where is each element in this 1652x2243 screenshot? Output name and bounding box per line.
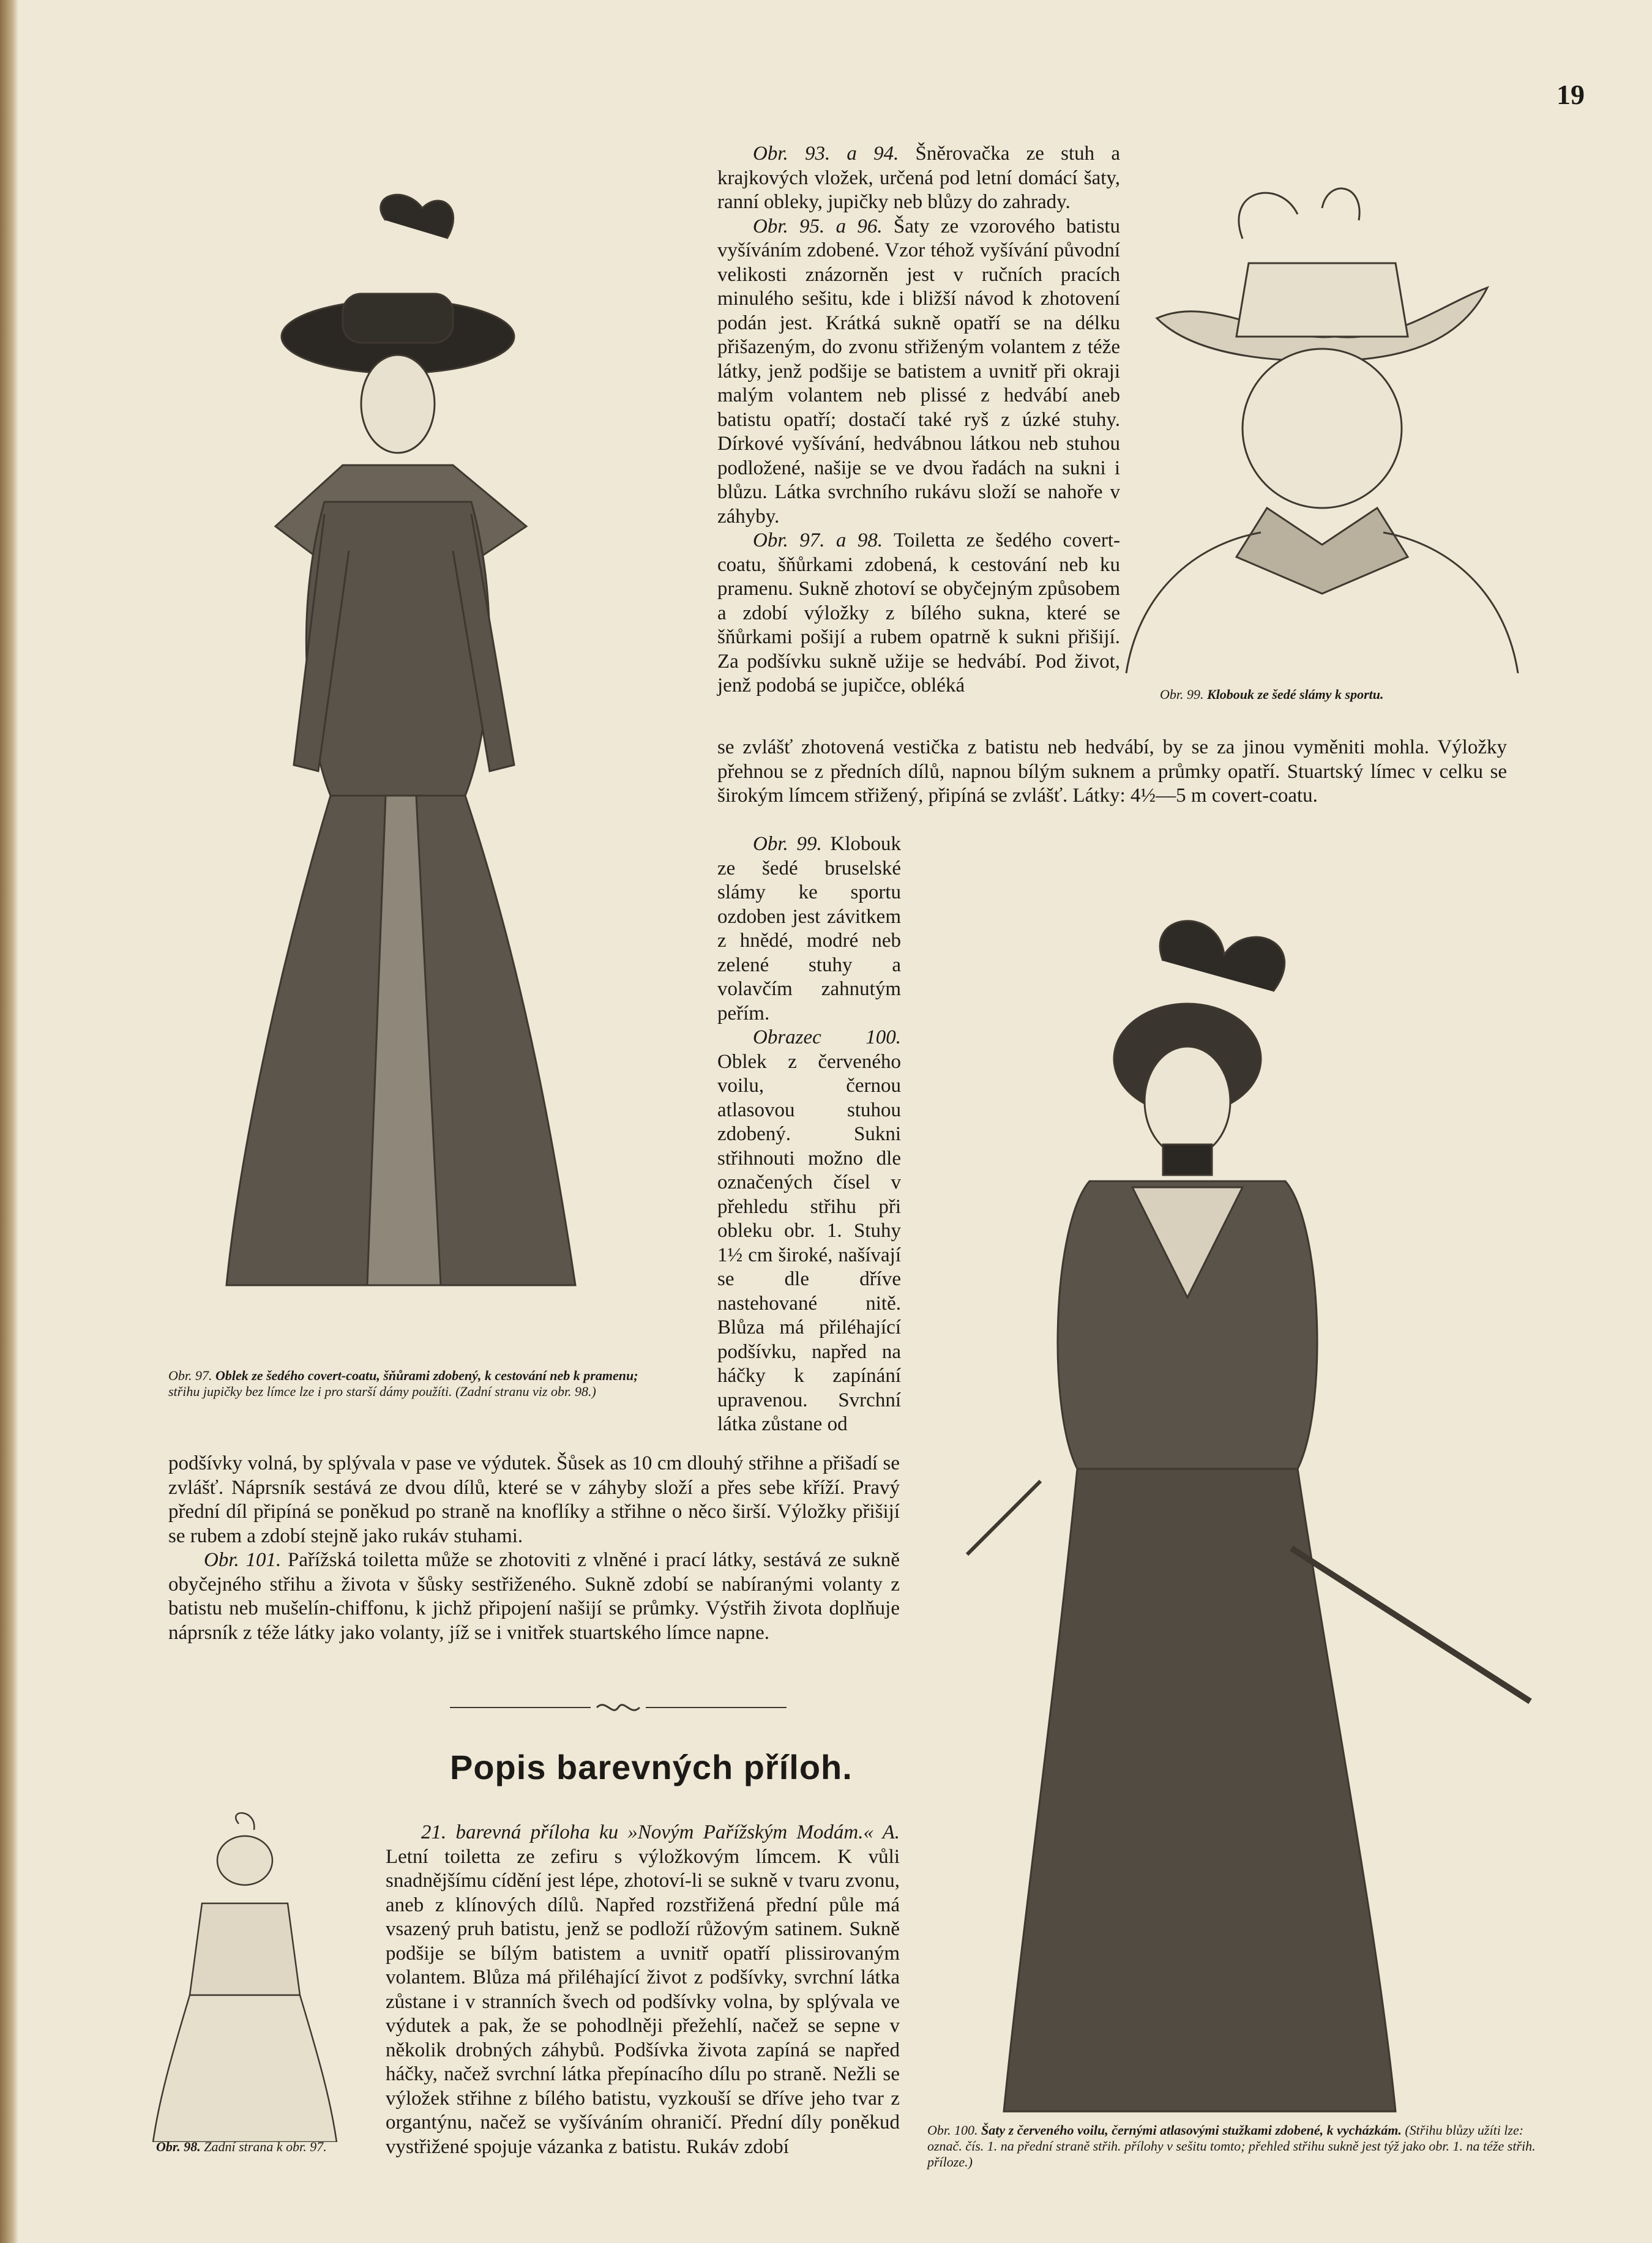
paragraph-fig-97-98: Obr. 97. a 98. Toiletta ze šedého covert-coatu, šňůrkami zdobená, k cestování neb ku pramenu. Sukně zhotoví se obyčejným způsobem a zdobí výložky z bílého sukna, které se šňůrkami pošijí a rubem opatrně k sukni přišijí. Za podšívku sukně užije se hedvábí. Pod život, jenž podobá se jupičce, obléká	[717, 529, 1120, 696]
page-binding-edge	[0, 0, 18, 2243]
figure-reference: Obr. 97. a 98.	[753, 529, 883, 551]
caption-figure-97: Obr. 97. Oblek ze šedého covert-coatu, šňůrami zdobený, k cestování neb k pramenu; střihu jupičky bez límce lze i pro starší dámy použíti. (Zadní stranu viz obr. 98.)	[168, 1368, 638, 1399]
paragraph-fig-99: Obr. 99. Klobouk ze šedé bruselské slámy ke sportu ozdoben jest závitkem z hnědé, modré neb zelené stuhy a volavčím zahnutým peřím.	[717, 833, 901, 1024]
figure-reference: Obr. 95. a 96.	[753, 215, 883, 237]
paragraph-bodice: podšívky volná, by splývala v pase ve výdutek. Šůsek as 10 cm dlouhý střihne a přišadí se zvlášť. Náprsník sestává ze dvou dílů, které se v záhyby složí a přes sebe kříží. Pravý přední díl připíná se poněkud po straně na knoflíky a střihne o něco širší. Výložky přišijí se rubem a zdobí stejně jako rukáv stuhami.	[168, 1452, 900, 1547]
decorative-rule-ornament	[450, 1695, 787, 1720]
caption-figure-99: Obr. 99. Klobouk ze šedé slámy k sportu.	[1160, 687, 1384, 702]
figure-98-illustration	[147, 1812, 349, 2142]
paragraph-fig-101: Obr. 101. Pařížská toiletta může se zhotoviti z vlněné i prací látky, sestává ze sukně obyčejného střihu a života v šůsky sestřiženého. Sukně zdobí se nabíranými volanty z batistu neb mušelín-chiffonu, k jichž připojení našijí se průmky. Výstřih života doplňuje náprsník z téže látky jako volanty, jíž se i vnitřek stuartského límce napne.	[168, 1549, 900, 1644]
figure-100-illustration	[930, 918, 1542, 2118]
figure-97-illustration	[184, 184, 649, 1346]
text-block-wide-2	[168, 1452, 900, 1645]
paragraph-fig-93-94: Obr. 93. a 94. Šněrovačka ze stuh a krajkových vložek, určená pod letní domácí šaty, ranní obleky, jupičky neb blůzy do zahrady.	[717, 143, 1120, 213]
caption-figure-100: Obr. 100. Šaty z červeného voilu, černými atlasovými stužkami zdobené, k vycházkám. (Střihu blůzy užíti lze: označ. čís. 1. na přední straně střih. přílohy v sešitu tomto; přehled střihu sukně jest týž jako obr. 1. na téže střih. příloze.)	[927, 2122, 1536, 2170]
paragraph-fig-95-96: Obr. 95. a 96. Šaty ze vzorového batistu vyšíváním zdobené. Vzor téhož vyšívání původní velikosti znázorněn jest v ručních pracích minulého sešitu, kde i bližší návod k zhotovení podán jest. Krátká sukně opatří se na délku přišazeným, do zvonu střiženým volantem z téže látky, jenž podšije se batistem a uvnitř při okraji malým volantem neb plissé z hedvábí aneb batistu opatří; dostačí také ryš z úzké stuhy. Dírkové vyšívání, hedvábnou látkou neb stuhou podložené, našije se ve dvou řadách na sukni i blůzu. Látka svrchního rukávu složí se nahoře v záhyby.	[717, 215, 1120, 528]
paragraph-plate-21: 21. barevná příloha ku »Novým Pařížským Modám.« A. Letní toiletta ze zefiru s výložkovým límcem. K vůli snadnějšímu cídění jest lépe, zhotoví-li se sukně v tvaru zvonu, aneb z klínových dílů. Napřed rozstřižená přední půle má vsazený pruh batistu, jenž se podloží růžovým satinem. Sukně podšije se bílým batistem a uvnitř opatří plissirovaným volantem. Blůza má přiléhající život z podšívky, svrchní látka zůstane i v stranních švech od podšívky volna, by splývala ve výdutek a pak, že se pohodlněji přežehlí, načež se sepne v několik drobných záhybů. Podšívka života zapíná se napřed háčky, načež svrchní látka přepínacího dílu po straně. Nežli se výložek střihne z bílého batistu, vyzkouší se dříve jeho tvar z organtýnu, načež se vyšíváním ohraničí. Přední díly poněkud vystřižené spojuje vázanka z batistu. Rukáv zdobí	[386, 1821, 900, 2158]
figure-99-illustration	[1120, 165, 1549, 673]
section-heading: Popis barevných příloh.	[450, 1748, 853, 1786]
plate-reference: 21. barevná příloha ku »Novým Pařížským Modám.« A.	[421, 1821, 900, 1843]
figure-reference: Obr. 93. a 94.	[753, 143, 899, 165]
text-block-wide-1	[717, 736, 1507, 808]
figure-reference: Obr. 99.	[753, 833, 822, 855]
paragraph-vest: se zvlášť zhotovená vestička z batistu neb hedvábí, by se za jinou vyměniti mohla. Výložky přehnou se z předních dílů, napnou bílým suknem a průmky opatří. Stuartský límec v celku se širokým límcem střižený, připíná se zvlášť. Látky: 4½—5 m covert-coatu.	[717, 736, 1507, 807]
figure-reference: Obr. 101.	[204, 1549, 282, 1571]
caption-figure-98: Obr. 98. Zadní strana k obr. 97.	[156, 2139, 327, 2154]
paragraph-fig-100: Obrazec 100. Oblek z červeného voilu, černou atlasovou stuhou zdobený. Sukni střihnouti možno dle označených čísel v přehledu střihu při obleku obr. 1. Stuhy 1½ cm široké, našívají se dle dříve nastehované nitě. Blůza má přiléhající podšívku, napřed na háčky k zapínání upravenou. Svrchní látka zůstane od	[717, 1026, 901, 1435]
text-section-color-plates	[386, 1821, 900, 2159]
text-column-right-top	[717, 142, 1120, 698]
text-column-narrow	[717, 832, 901, 1437]
figure-reference: Obrazec 100.	[753, 1026, 901, 1048]
page-number: 19	[1557, 79, 1585, 110]
